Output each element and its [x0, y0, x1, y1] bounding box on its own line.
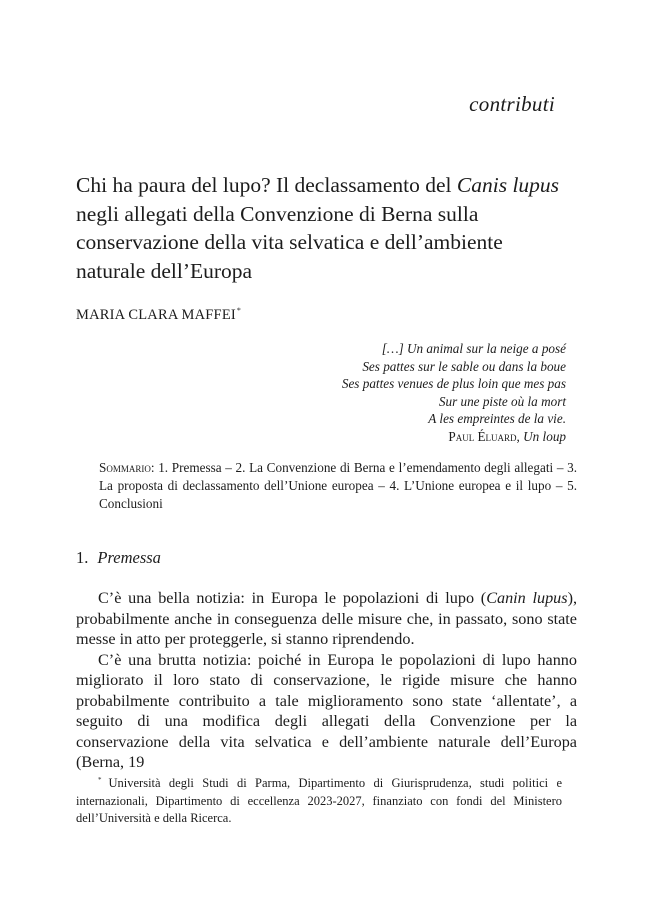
summary-label: Sommario	[99, 460, 151, 475]
epigraph-line: A les empreintes de la vie.	[428, 411, 566, 426]
author-name: MARIA CLARA MAFFEI	[76, 307, 236, 323]
title-text-part2: negli allegati della Convenzione di Berna sulla conservazione della vita selvatica e dell’ambiente naturale dell’Europa	[76, 201, 503, 283]
epigraph	[206, 340, 566, 445]
epigraph-line: Ses pattes sur le sable ou dans la boue	[362, 358, 566, 374]
species-name-italic: Canin lupus	[486, 589, 568, 607]
section-number: 1.	[76, 548, 89, 567]
title-text-part1: Chi ha paura del lupo? Il declassamento del	[76, 173, 457, 197]
epigraph-line: […] Un animal sur la neige a posé	[381, 341, 566, 356]
section-heading	[76, 548, 161, 568]
paragraph	[76, 588, 577, 650]
section-tag: contributi	[469, 92, 555, 116]
paragraph: C’è una brutta notizia: poiché in Europa le popolazioni di lupo hanno migliorato il loro stato di conservazione, le rigide misure che hanno probabilmente contribuito a tale miglioramento sono state ‘allentate’, a seguito di una modifica degli allegati della Convenzione per la conservazione della vita selvatica e dell’ambiente naturale dell’Europa (Berna, 19	[76, 650, 577, 771]
footnote-text: Università degli Studi di Parma, Dipartimento di Giurisprudenza, studi politici e internazionali, Dipartimento di eccellenza 2023-2027, finanziato con fondi del Ministero dell’Università e della Ricerca.	[76, 776, 562, 825]
epigraph-line: Sur une piste où la mort	[438, 393, 566, 409]
epigraph-separator: ,	[516, 428, 524, 444]
paragraph-text: ), probabilmente anche in conseguenza delle misure che, in passato, sono state messe in atto per proteggerle, si stanno riprendendo.	[76, 589, 578, 648]
section-title: Premessa	[97, 548, 161, 567]
body-text	[76, 580, 577, 773]
author-line	[76, 306, 241, 324]
footnote-mark: *	[98, 776, 102, 784]
author-footnote-mark: *	[236, 306, 242, 315]
epigraph-attribution	[206, 428, 566, 446]
article-title	[76, 171, 571, 285]
title-species-italic: Canis lupus	[456, 173, 560, 197]
epigraph-author: Paul Éluard	[448, 428, 517, 444]
epigraph-line: Ses pattes venues de plus loin que mes pas	[341, 376, 566, 391]
paragraph-text: C’è una bella notizia: in Europa le popolazioni di lupo (	[98, 589, 487, 607]
summary	[99, 459, 577, 513]
footnote	[76, 772, 562, 828]
epigraph-work: Un loup	[523, 428, 566, 444]
summary-text: : 1. Premessa – 2. La Convenzione di Berna e l’emendamento degli allegati – 3. La proposta di declassamento dell’Unione europea – 4. L’Unione europea e il lupo – 5. Conclusioni	[99, 460, 577, 511]
